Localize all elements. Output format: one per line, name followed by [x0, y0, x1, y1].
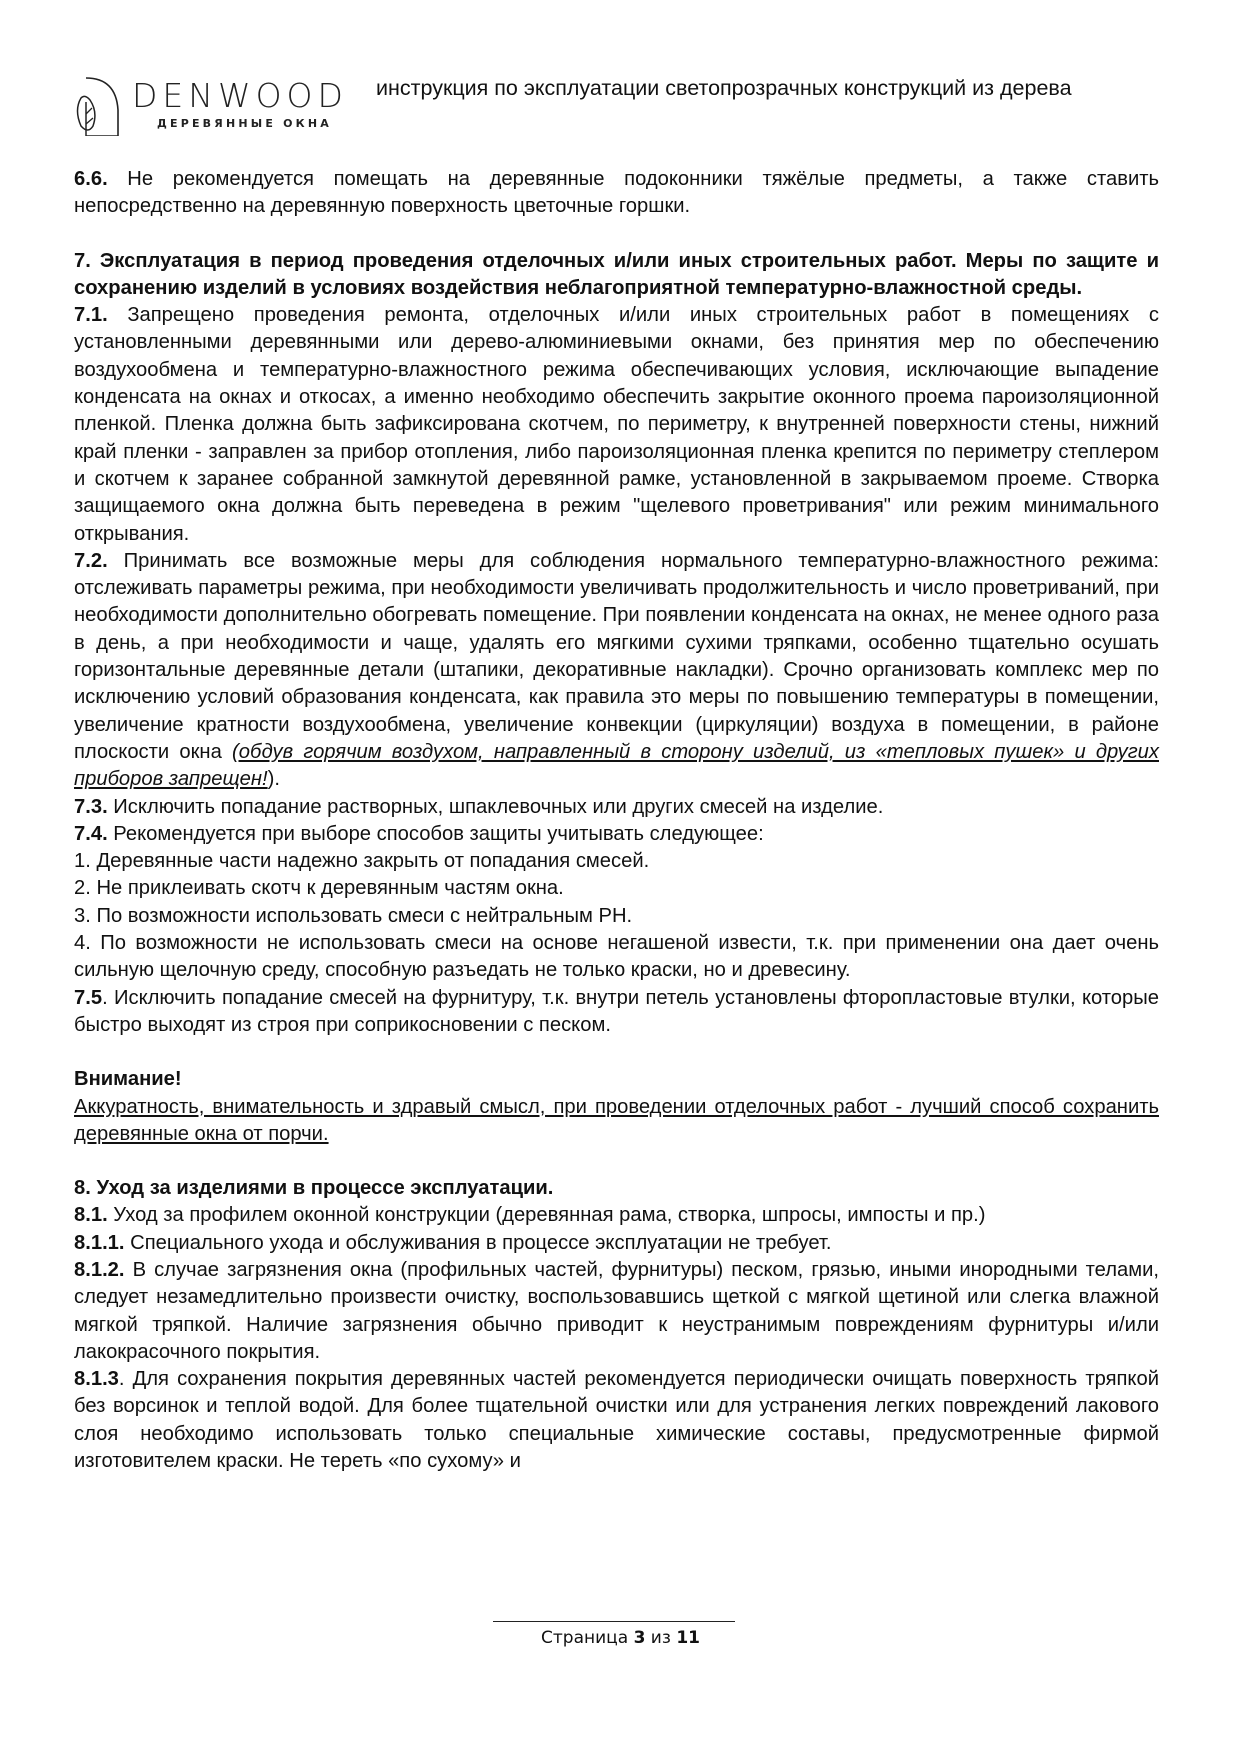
- paragraph-8-1-2: [74, 1257, 1159, 1366]
- paragraph-number: 7.1.: [74, 304, 108, 327]
- paragraph-text: Принимать все возможные меры для соблюдения нормального температурно-влажностного режима: отслеживать параметры режима, при необходимости увеличивать продолжительность и число проветриваний, при необходимости дополнительно обогревать помещение. При появлении конденсата на окнах, не менее одного раза в день, а при необходимости и чаще, удалять его мягкими сухими тряпками, особенно тщательно осушать горизонтальные деревянные детали (штапики, декоративные накладки). Срочно организовать комплекс мер по исключению условий образования конденсата, как правила это меры по повышению температуры в помещении, увеличение кратности воздухообмена, увеличение конвекции (циркуляции) воздуха в помещении, в районе плоскости окна: [74, 549, 1159, 763]
- page-of-label: из: [645, 1628, 677, 1648]
- paragraph-8-1: [74, 1202, 1159, 1229]
- paragraph-7-1: [74, 302, 1159, 548]
- logo-subtitle: ДЕРЕВЯННЫЕ ОКНА: [157, 117, 332, 130]
- paragraph-number: 8.1.3: [74, 1368, 119, 1391]
- section-8-heading: 8. Уход за изделиями в процессе эксплуатации.: [74, 1177, 554, 1200]
- paragraph-7-5: [74, 985, 1159, 1040]
- paragraph-tail: ).: [267, 768, 280, 791]
- paragraph-number: 7.4.: [74, 822, 108, 845]
- list-item: 2. Не приклеивать скотч к деревянным частям окна.: [74, 877, 564, 900]
- paragraph-number: 8.1.1.: [74, 1231, 125, 1254]
- document-header-title: инструкция по эксплуатации светопрозрачных конструкций из дерева: [376, 76, 1072, 100]
- paragraph-text: . Для сохранения покрытия деревянных частей рекомендуется периодически очищать поверхность тряпкой без ворсинок и теплой водой. Для более тщательной очистки или для устранения легких повреждений лакового слоя необходимо использовать только специальные химические составы, предусмотренные фирмой изготовителем краски. Не тереть «по сухому» и: [74, 1368, 1159, 1473]
- footer-divider: [493, 1621, 735, 1622]
- paragraph-text: Исключить попадание растворных, шпаклевочных или других смесей на изделие.: [107, 795, 884, 818]
- page-label: Страница: [541, 1628, 634, 1648]
- paragraph-text: Не рекомендуется помещать на деревянные подоконники тяжёлые предметы, а также ставить непосредственно на деревянную поверхность цветочные горшки.: [74, 168, 1159, 218]
- document-body: [74, 166, 1159, 1475]
- denwood-logo: [74, 76, 348, 136]
- paragraph-7-2: [74, 548, 1159, 794]
- paragraph-text: В случае загрязнения окна (профильных частей, фурнитуры) песком, грязью, иными инородными телами, следует незамедлительно произвести очистку, воспользовавшись щеткой с мягкой щетиной или слегка влажной мягкой тряпкой. Наличие загрязнения обычно приводит к неустранимым повреждениям фурнитуры и/или лакокрасочного покрытия.: [74, 1258, 1159, 1363]
- paragraph-text: Специального ухода и обслуживания в процессе эксплуатации не требует.: [124, 1231, 832, 1254]
- paragraph-number: 8.1.2.: [74, 1258, 125, 1281]
- paragraph-7-3: [74, 794, 1159, 821]
- current-page: 3: [633, 1628, 646, 1648]
- section-7-heading: 7. Эксплуатация в период проведения отделочных и/или иных строительных работ. Меры по защите и сохранению изделий в условиях воздействия неблагоприятной температурно-влажностной среды.: [74, 249, 1159, 299]
- paragraph-8-1-1: [74, 1230, 1159, 1257]
- leaf-arch-logo-icon: [74, 76, 130, 136]
- list-item: 3. По возможности использовать смеси с нейтральным РН.: [74, 904, 633, 927]
- paragraph-8-1-3: [74, 1366, 1159, 1475]
- paragraph-number: 7.2.: [74, 549, 108, 572]
- paragraph-text: . Исключить попадание смесей на фурнитуру, т.к. внутри петель установлены фторопластовые втулки, которые быстро выходят из строя при соприкосновении с песком.: [74, 986, 1159, 1036]
- list-item: 4. По возможности не использовать смеси на основе негашеной извести, т.к. при применении она дает очень сильную щелочную среду, способную разъедать не только краски, но и древесину.: [74, 932, 1159, 982]
- list-item: 1. Деревянные части надежно закрыть от попадания смесей.: [74, 850, 650, 873]
- paragraph-6-6: [74, 166, 1159, 221]
- warning-note: (обдув горячим воздухом, направленный в сторону изделий, из «тепловых пушек» и других приборов запрещен!: [74, 740, 1159, 791]
- paragraph-7-4: [74, 821, 1159, 848]
- logo-wordmark: DENWOOD: [132, 76, 348, 115]
- paragraph-text: Уход за профилем оконной конструкции (деревянная рама, створка, шпросы, импосты и пр.): [107, 1204, 986, 1227]
- paragraph-number: 6.6.: [74, 168, 108, 190]
- paragraph-text: Запрещено проведения ремонта, отделочных и/или иных строительных работ в помещениях с установленными деревянными или дерево-алюминиевыми окнами, без принятия мер по обеспечению воздухообмена и температурно-влажностного режима обеспечивающих условия, исключающие выпадение конденсата на окнах и откосах, а именно необходимо обеспечить закрытие оконного проема пароизоляционной пленкой. Пленка должна быть зафиксирована скотчем, по периметру, к внутренней поверхности стены, нижний край пленки - заправлен за прибор отопления, либо пароизоляционная пленка крепится по периметру степлером и скотчем к заранее собранной замкнутой деревянной рамке, установленной в закрываемом проеме. Створка защищаемого окна должна быть переведена в режим "щелевого проветривания" или режим минимального открывания.: [74, 304, 1159, 545]
- paragraph-text: Рекомендуется при выборе способов защиты учитывать следующее:: [107, 822, 764, 845]
- attention-title: Внимание!: [74, 1068, 182, 1091]
- page-number: [0, 1628, 1241, 1648]
- paragraph-number: 7.3.: [74, 795, 108, 818]
- paragraph-number: 7.5: [74, 986, 103, 1009]
- paragraph-number: 8.1.: [74, 1204, 108, 1227]
- attention-text: Аккуратность, внимательность и здравый смысл, при проведении отделочных работ - лучший способ сохранить деревянные окна от порчи.: [74, 1095, 1159, 1145]
- total-pages: 11: [676, 1628, 700, 1648]
